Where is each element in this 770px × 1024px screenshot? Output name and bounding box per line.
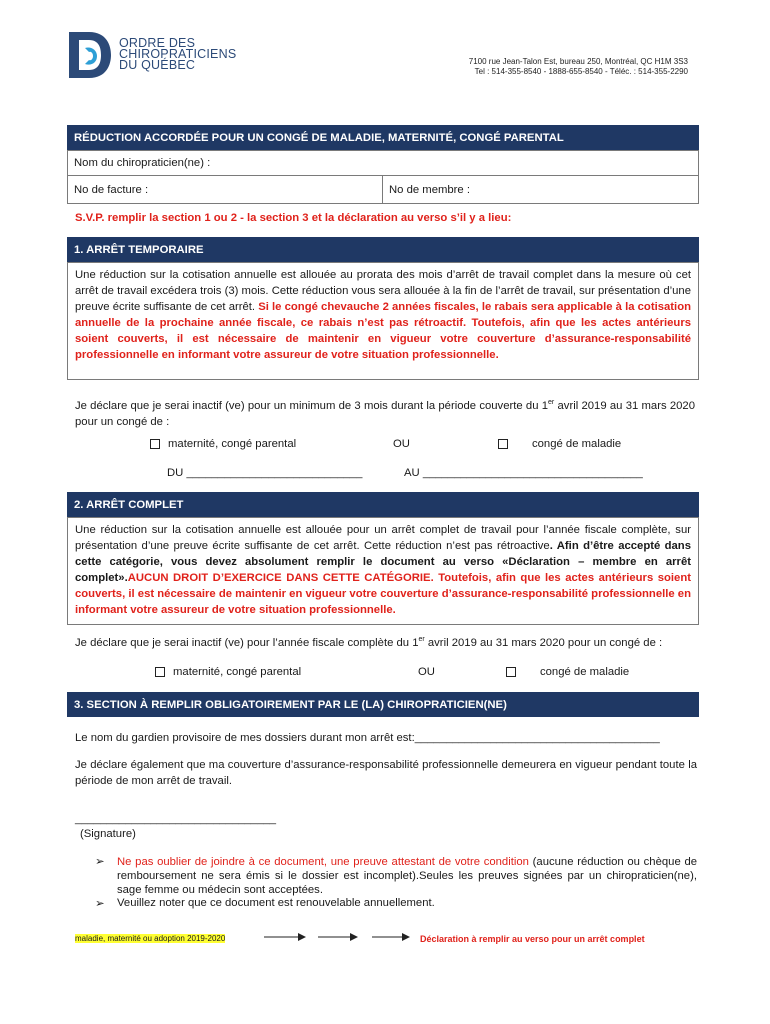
option-label: maternité, congé parental bbox=[168, 438, 297, 450]
nom-label: Nom du chiropraticien(ne) : bbox=[74, 157, 211, 169]
logo-line-3: DU QUÉBEC bbox=[119, 58, 196, 72]
section2-option-maternite[interactable] bbox=[155, 666, 301, 678]
section1-box bbox=[67, 262, 699, 380]
ou-label: OU bbox=[393, 438, 410, 450]
nom-field[interactable] bbox=[67, 150, 699, 176]
logo-line-1: ORDRE DES bbox=[119, 36, 196, 50]
section2-paragraph bbox=[75, 522, 691, 618]
declare-text-a: Je déclare que je serai inactif (ve) pour un minimum de 3 mois durant la période couverte du 1 bbox=[75, 399, 549, 412]
section2-declaration bbox=[75, 636, 700, 649]
section2-bold-text: . Afin d’être accepté dans cette catégorie, vous devez absolument remplir le document au verso «Déclaration – membre en arrêt complet». bbox=[75, 540, 691, 584]
signature-label: (Signature) bbox=[80, 828, 136, 840]
declare-text-b: avril 2019 au 31 mars 2020 pour un congé de : bbox=[424, 636, 663, 649]
arrow-icon bbox=[262, 930, 412, 944]
bullet-arrow-icon: ➢ bbox=[95, 898, 105, 910]
checkbox-icon[interactable] bbox=[150, 439, 160, 449]
address-line: 7100 rue Jean-Talon Est, bureau 250, Montréal, QC H1M 3S3 bbox=[468, 57, 688, 66]
declare-text-b: avril 2019 au 31 mars 2020 pour un congé de : bbox=[75, 399, 695, 428]
instruction-text: S.V.P. remplir la section 1 ou 2 - la section 3 et la déclaration au verso s’il y a lieu: bbox=[75, 212, 512, 224]
declare-sup: er bbox=[418, 636, 425, 643]
contact-line: Tel : 514-355-8540 - 1888-655-8540 - Téléc. : 514-355-2290 bbox=[474, 67, 688, 76]
membre-label: No de membre : bbox=[389, 183, 470, 196]
facture-membre-row bbox=[67, 176, 699, 204]
section1-title-text: 1. ARRÊT TEMPORAIRE bbox=[74, 243, 204, 256]
option-label: maternité, congé parental bbox=[173, 666, 302, 678]
section3-title-text: 3. SECTION À REMPLIR OBLIGATOIREMENT PAR LE (LA) CHIROPRATICIEN(NE) bbox=[74, 698, 507, 711]
logo-text bbox=[119, 38, 236, 71]
checkbox-icon[interactable] bbox=[506, 667, 516, 677]
bullet-1 bbox=[117, 855, 697, 897]
gardien-field[interactable]: Le nom du gardien provisoire de mes dossiers durant mon arrêt est:_______________________________________ bbox=[75, 732, 660, 744]
du-field[interactable]: DU ____________________________ bbox=[167, 467, 363, 479]
checkbox-icon[interactable] bbox=[155, 667, 165, 677]
declare-text-a: Je déclare que je serai inactif (ve) pour l’année fiscale complète du 1 bbox=[75, 636, 419, 649]
section3-declaration: Je déclare également que ma couverture d’assurance-responsabilité professionnelle demeurera en vigueur pendant toute la période de mon arrêt de travail. bbox=[75, 759, 697, 787]
section2-title bbox=[67, 492, 699, 517]
declare-sup: er bbox=[548, 399, 555, 406]
logo-line-2: CHIROPRATICIENS bbox=[119, 47, 237, 61]
au-field[interactable]: AU ___________________________________ bbox=[404, 467, 643, 479]
form-title bbox=[67, 125, 699, 150]
section1-option-maladie[interactable] bbox=[498, 438, 621, 450]
section1-title bbox=[67, 237, 699, 262]
section1-red-text: Si le congé chevauche 2 années fiscales, le rabais sera applicable à la cotisation annuelle de la prochaine année fiscale, ce rabais n’est pas rétroactif. Toutefois, afin que les actes antérieurs soient couverts, il est nécessaire de maintenir en vigueur votre couverture d’assurance-responsabilité professionnelle en informant votre assureur de votre situation professionnelle. bbox=[75, 301, 691, 361]
form-title-text: RÉDUCTION ACCORDÉE POUR UN CONGÉ DE MALADIE, MATERNITÉ, CONGÉ PARENTAL bbox=[74, 131, 564, 144]
section1-paragraph bbox=[75, 267, 691, 363]
checkbox-icon[interactable] bbox=[498, 439, 508, 449]
footer-verso-note: Déclaration à remplir au verso pour un arrêt complet bbox=[420, 934, 645, 944]
option-label: congé de maladie bbox=[540, 666, 630, 678]
address-block bbox=[420, 57, 688, 77]
ou-label: OU bbox=[418, 666, 435, 678]
facture-field[interactable] bbox=[68, 176, 383, 203]
bullet1-red-text: Ne pas oublier de joindre à ce document, une preuve attestant de votre condition bbox=[117, 856, 529, 868]
section1-text: Une réduction sur la cotisation annuelle est allouée au prorata des mois d’arrêt de travail complet dans la mesure où cet arrêt de travail excédera trois (3) mois. Cette réduction vous sera allouée à la fin de l’arrêt de travail, sur présentation d’une preuve écrite suffisante de cet arrêt. bbox=[75, 269, 691, 313]
section3-title bbox=[67, 692, 699, 717]
option-label: congé de maladie bbox=[532, 438, 622, 450]
section2-box bbox=[67, 517, 699, 625]
bullet-2: Veuillez noter que ce document est renouvelable annuellement. bbox=[117, 897, 435, 909]
logo-icon bbox=[67, 30, 113, 80]
section1-declaration bbox=[75, 395, 695, 430]
section2-option-maladie[interactable] bbox=[506, 666, 629, 678]
section2-text: Une réduction sur la cotisation annuelle est allouée pour un arrêt complet de travail pour l’année fiscale complète, sur présentation d’une preuve écrite suffisante de cet arrêt. Cette réduction n’est pas rétroactive bbox=[75, 524, 691, 552]
section1-option-maternite[interactable] bbox=[150, 438, 296, 450]
footer-tag: maladie, maternité ou adoption 2019-2020 bbox=[75, 934, 226, 943]
bullet-arrow-icon: ➢ bbox=[95, 856, 105, 868]
section2-title-text: 2. ARRÊT COMPLET bbox=[74, 498, 184, 511]
bullet1-text: (aucune réduction ou chèque de remboursement ne sera émis si le dossier est incomplet).Seules les preuves signées par un chiropraticien(ne), sage femme ou médecin sont acceptées. bbox=[117, 856, 698, 896]
signature-line[interactable]: ________________________________ bbox=[75, 813, 277, 825]
facture-label: No de facture : bbox=[74, 183, 149, 196]
section2-red-text: AUCUN DROIT D’EXERCICE DANS CETTE CATÉGORIE. Toutefois, afin que les actes antérieurs soient couverts, il est nécessaire de maintenir en vigueur votre couverture d’assurance-responsabilité professionnelle en informant votre assureur de votre situation professionnelle. bbox=[75, 572, 691, 616]
membre-field[interactable] bbox=[383, 176, 698, 203]
